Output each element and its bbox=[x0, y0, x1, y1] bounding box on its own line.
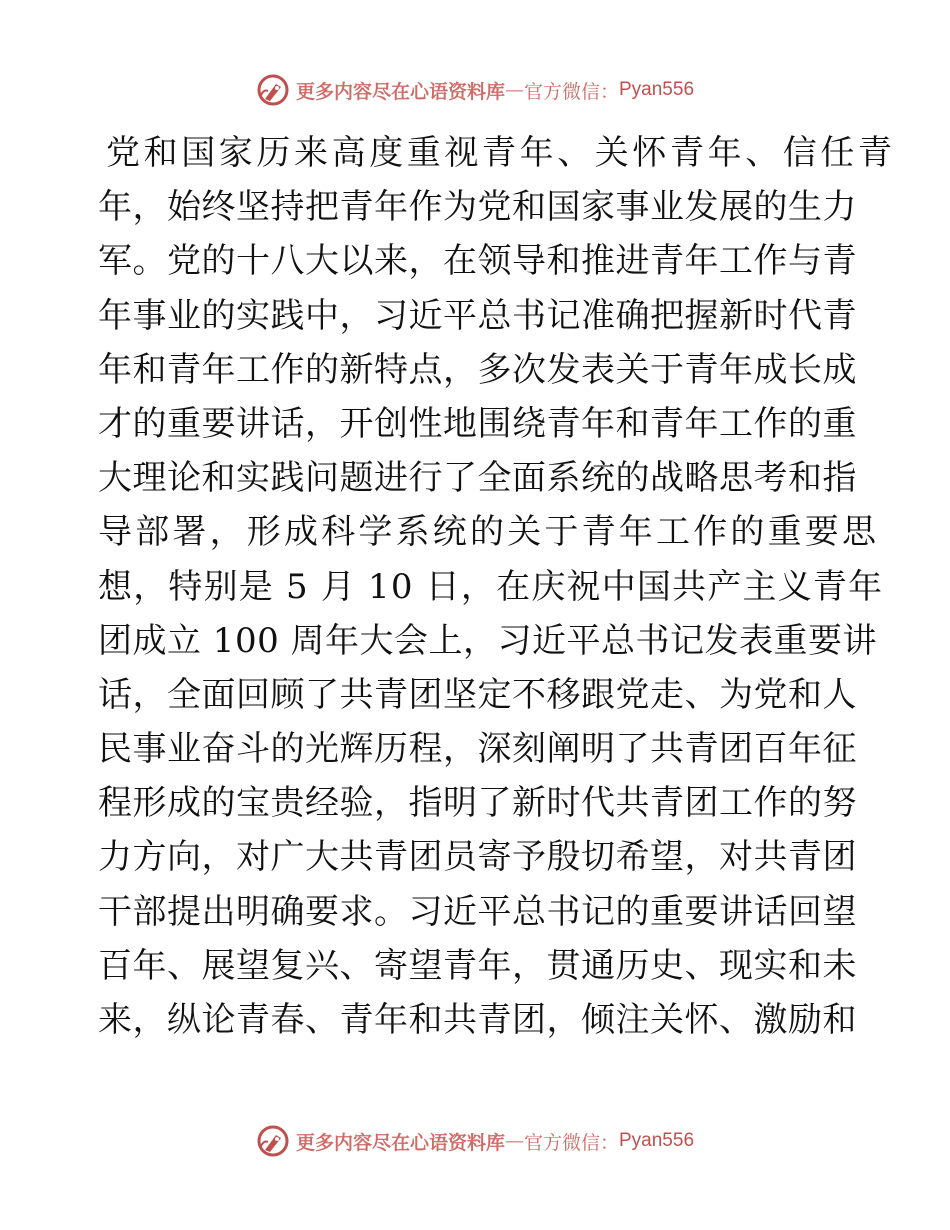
body-line: 导部署，形成科学系统的关于青年工作的重要思 bbox=[98, 512, 880, 553]
body-line: 党和国家历来高度重视青年、关怀青年、信任青 bbox=[106, 133, 896, 173]
watermark-separator: — bbox=[504, 1130, 524, 1152]
body-line: 来，纵论青春、青年和共青团，倾注关怀、激励和 bbox=[98, 1000, 857, 1040]
body-line: 年，始终坚持把青年作为党和国家事业发展的生力 bbox=[98, 187, 857, 228]
body-line: 干部提出明确要求。习近平总书记的重要讲话回望 bbox=[98, 891, 857, 932]
watermark-account-id: Pyan556 bbox=[619, 79, 695, 100]
body-line: 军。党的十八大以来，在领导和推进青年工作与青 bbox=[98, 241, 857, 282]
watermark-footer bbox=[0, 1123, 950, 1159]
watermark-main-text: 更多内容尽在心语资料库 bbox=[295, 1131, 505, 1154]
body-line: 团成立 100 周年大会上，习近平总书记发表重要讲 bbox=[98, 620, 878, 661]
watermark-header bbox=[0, 72, 950, 108]
watermark-sub-text: 官方微信： bbox=[523, 1131, 619, 1154]
body-line: 大理论和实践问题进行了全面系统的战略思考和指 bbox=[98, 458, 857, 499]
body-line: 程形成的宝贵经验，指明了新时代共青团工作的努 bbox=[98, 783, 857, 824]
body-line: 百年、展望复兴、寄望青年，贯通历史、现实和未 bbox=[98, 945, 857, 986]
document-body bbox=[98, 126, 896, 1047]
body-line: 年事业的实践中，习近平总书记准确把握新时代青 bbox=[98, 295, 857, 336]
body-line: 想，特别是 5 月 10 日，在庆祝中国共产主义青年 bbox=[98, 566, 884, 607]
watermark-separator: — bbox=[504, 79, 524, 101]
body-line: 年和青年工作的新特点，多次发表关于青年成长成 bbox=[98, 349, 857, 390]
pen-nib-seal-icon bbox=[256, 73, 290, 107]
body-line: 才的重要讲话，开创性地围绕青年和青年工作的重 bbox=[98, 403, 857, 444]
watermark-sub-text: 官方微信： bbox=[523, 80, 619, 103]
pen-nib-seal-icon bbox=[256, 1124, 290, 1158]
watermark-account-id: Pyan556 bbox=[619, 1130, 695, 1151]
body-line: 民事业奋斗的光辉历程，深刻阐明了共青团百年征 bbox=[98, 729, 857, 770]
body-line: 力方向，对广大共青团员寄予殷切希望，对共青团 bbox=[98, 837, 857, 878]
body-line: 话，全面回顾了共青团坚定不移跟党走、为党和人 bbox=[98, 674, 857, 715]
watermark-main-text: 更多内容尽在心语资料库 bbox=[295, 80, 505, 103]
